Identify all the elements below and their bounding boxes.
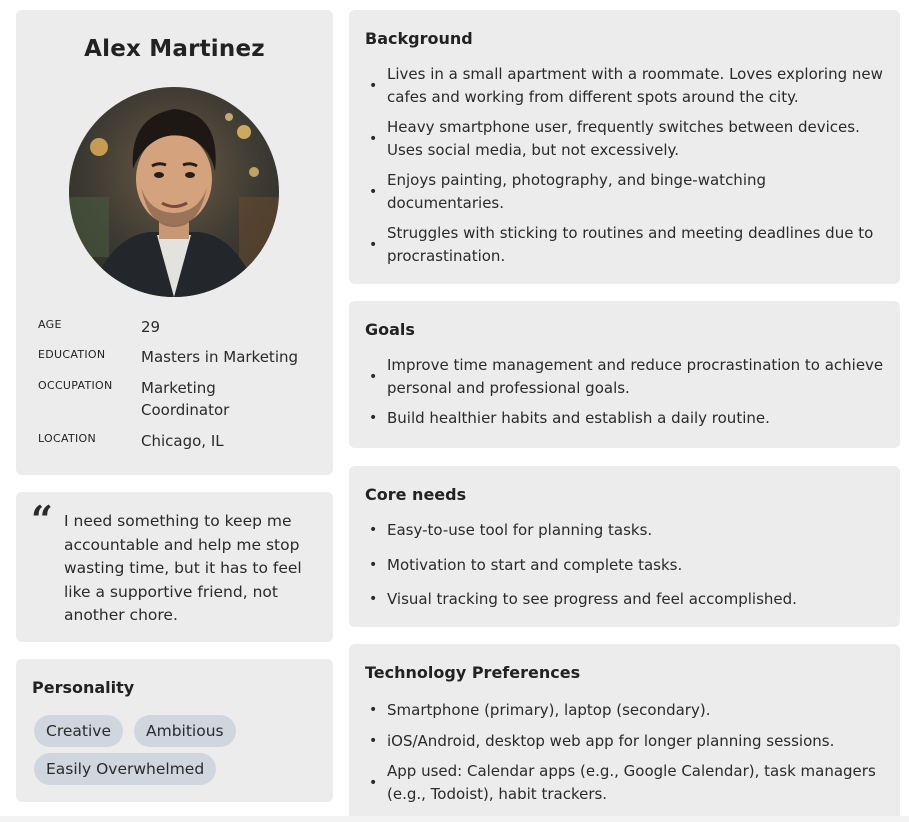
occupation-value: Marketing Coordinator xyxy=(141,379,230,419)
info-row-age xyxy=(38,316,328,340)
personality-tag: Easily Overwhelmed xyxy=(34,753,216,785)
list-item: • Struggles with sticking to routines and meeting deadlines due to procrastination. xyxy=(365,222,887,267)
background-title: Background xyxy=(365,29,473,48)
background-card xyxy=(349,10,900,284)
core-needs-list xyxy=(365,519,887,611)
list-item: • Build healthier habits and establish a daily routine. xyxy=(365,407,887,430)
goals-list xyxy=(365,354,887,430)
list-item: • Enjoys painting, photography, and binge-watching documentaries. xyxy=(365,169,887,214)
info-row-occupation xyxy=(38,377,328,423)
tech-title: Technology Preferences xyxy=(365,663,581,682)
background-list xyxy=(365,63,887,267)
bottom-strip xyxy=(0,816,909,822)
avatar-photo xyxy=(69,87,279,297)
occupation-label: OCCUPATION xyxy=(38,379,113,392)
education-label: EDUCATION xyxy=(38,348,106,361)
personality-card xyxy=(16,659,333,802)
profile-card xyxy=(16,10,333,475)
tech-preferences-card xyxy=(349,644,900,822)
info-row-education xyxy=(38,346,328,370)
location-label: LOCATION xyxy=(38,432,96,445)
age-label: AGE xyxy=(38,318,62,331)
core-needs-card xyxy=(349,466,900,627)
age-value: 29 xyxy=(141,318,161,336)
list-item: • iOS/Android, desktop web app for longer planning sessions. xyxy=(365,730,887,753)
quote-card xyxy=(16,492,333,642)
goals-title: Goals xyxy=(365,320,415,339)
personality-tag: Creative xyxy=(34,715,123,747)
list-item: • Lives in a small apartment with a roommate. Loves exploring new cafes and working from different spots around the city. xyxy=(365,63,887,108)
list-item: • Visual tracking to see progress and feel accomplished. xyxy=(365,588,887,611)
list-item: • Smartphone (primary), laptop (secondary). xyxy=(365,699,887,722)
personality-tag: Ambitious xyxy=(134,715,236,747)
persona-name: Alex Martinez xyxy=(84,36,265,62)
location-value: Chicago, IL xyxy=(141,432,224,450)
quote-icon: “ xyxy=(31,497,53,542)
personality-title: Personality xyxy=(32,678,135,697)
tech-list xyxy=(365,699,887,805)
list-item: • App used: Calendar apps (e.g., Google Calendar), task managers (e.g., Todoist), habit trackers. xyxy=(365,760,887,805)
education-value: Masters in Marketing xyxy=(141,348,299,366)
list-item: • Improve time management and reduce procrastination to achieve personal and professional goals. xyxy=(365,354,887,399)
list-item: • Easy-to-use tool for planning tasks. xyxy=(365,519,887,542)
goals-card xyxy=(349,301,900,448)
list-item: • Motivation to start and complete tasks. xyxy=(365,554,887,577)
quote-text: I need something to keep me accountable and help me stop wasting time, but it has to feel like a supportive friend, not another chore. xyxy=(64,512,302,624)
info-row-location xyxy=(38,430,328,454)
core-needs-title: Core needs xyxy=(365,485,467,504)
list-item: • Heavy smartphone user, frequently switches between devices. Uses social media, but not excessively. xyxy=(365,116,887,161)
